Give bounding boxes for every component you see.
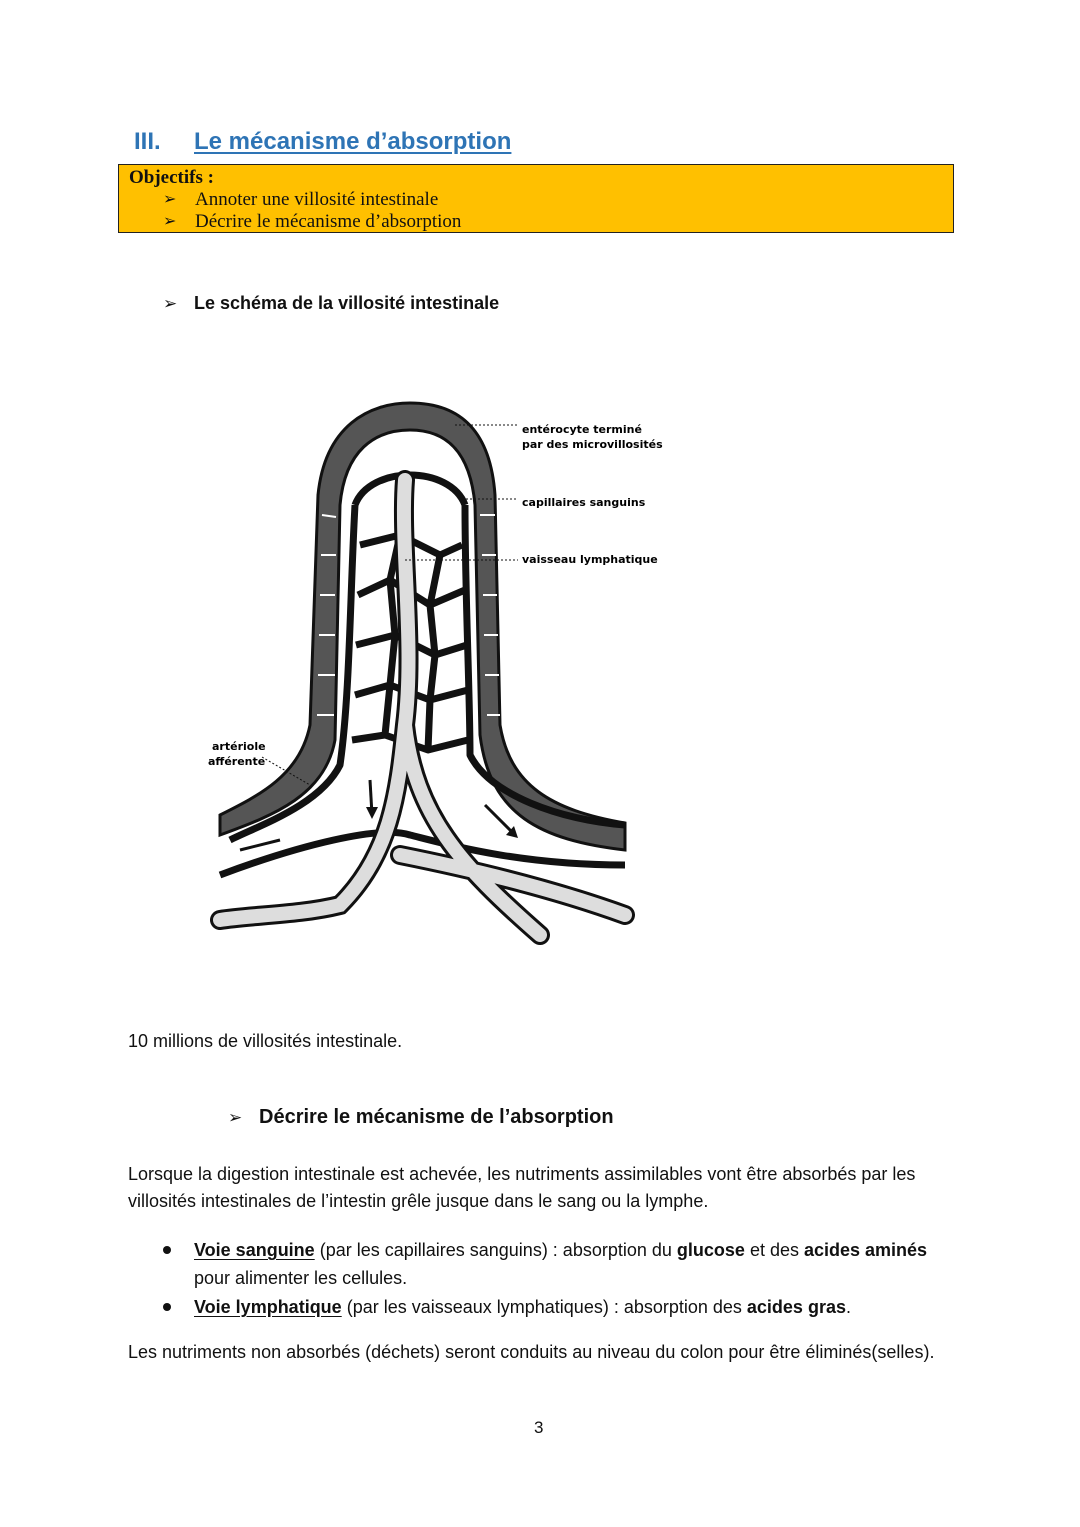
- villi-count-caption: 10 millions de villosités intestinale.: [128, 1031, 403, 1051]
- bullet-dot-icon: [163, 1246, 171, 1254]
- arrow-bullet-icon: ➢: [163, 294, 178, 313]
- list-text: et des: [744, 1240, 804, 1260]
- label-enterocyte: entérocyte terminé: [522, 423, 642, 436]
- voie-lymphatique-label: Voie lymphatique: [194, 1297, 342, 1317]
- conclusion-paragraph: Les nutriments non absorbés (déchets) seront conduits au niveau du colon pour être éliminés(selles).: [128, 1342, 935, 1362]
- section-heading: [134, 128, 511, 156]
- list-text: .: [845, 1297, 851, 1317]
- list-item-voie-sanguine: [194, 1236, 927, 1264]
- list-text: (par les capillaires sanguins) : absorption du: [314, 1240, 677, 1260]
- bold-term: glucose: [676, 1240, 745, 1260]
- bold-term: acides aminés: [803, 1240, 928, 1260]
- list-text: (par les vaisseaux lymphatiques) : absorption des: [341, 1297, 747, 1317]
- villus-diagram: [200, 395, 670, 955]
- arrow-bullet-icon: ➢: [228, 1108, 243, 1127]
- objectives-title: Objectifs :: [129, 167, 214, 188]
- intro-paragraph-line: villosités intestinales de l’intestin grêle jusque dans le sang ou la lymphe.: [128, 1191, 709, 1211]
- arrow-bullet-icon: ➢: [163, 191, 177, 208]
- mechanism-heading: Décrire le mécanisme de l’absorption: [259, 1106, 614, 1128]
- diagram-heading: Le schéma de la villosité intestinale: [194, 293, 500, 313]
- arrow-bullet-icon: ➢: [163, 213, 177, 230]
- bold-term: acides gras: [746, 1297, 846, 1317]
- bullet-dot-icon: [163, 1303, 171, 1311]
- label-lymphatique: vaisseau lymphatique: [522, 553, 658, 566]
- label-capillaires: capillaires sanguins: [522, 496, 646, 509]
- voie-sanguine-label: Voie sanguine: [194, 1240, 315, 1260]
- objectives-box: [118, 164, 954, 233]
- section-number: III.: [134, 128, 161, 155]
- label-arteriole: artériole: [212, 740, 266, 753]
- objective-text: Annoter une villosité intestinale: [195, 189, 439, 210]
- intro-paragraph-line: Lorsque la digestion intestinale est achevée, les nutriments assimilables vont être absorbés par les: [128, 1164, 916, 1184]
- objective-text: Décrire le mécanisme d’absorption: [195, 211, 462, 232]
- page-number: 3: [534, 1418, 544, 1437]
- section-title: Le mécanisme d’absorption: [194, 128, 512, 155]
- list-item-voie-lymphatique: [194, 1293, 851, 1321]
- label-enterocyte: par des microvillosités: [522, 438, 663, 451]
- label-arteriole: afférente: [208, 755, 266, 768]
- list-item-continuation: pour alimenter les cellules.: [194, 1268, 408, 1288]
